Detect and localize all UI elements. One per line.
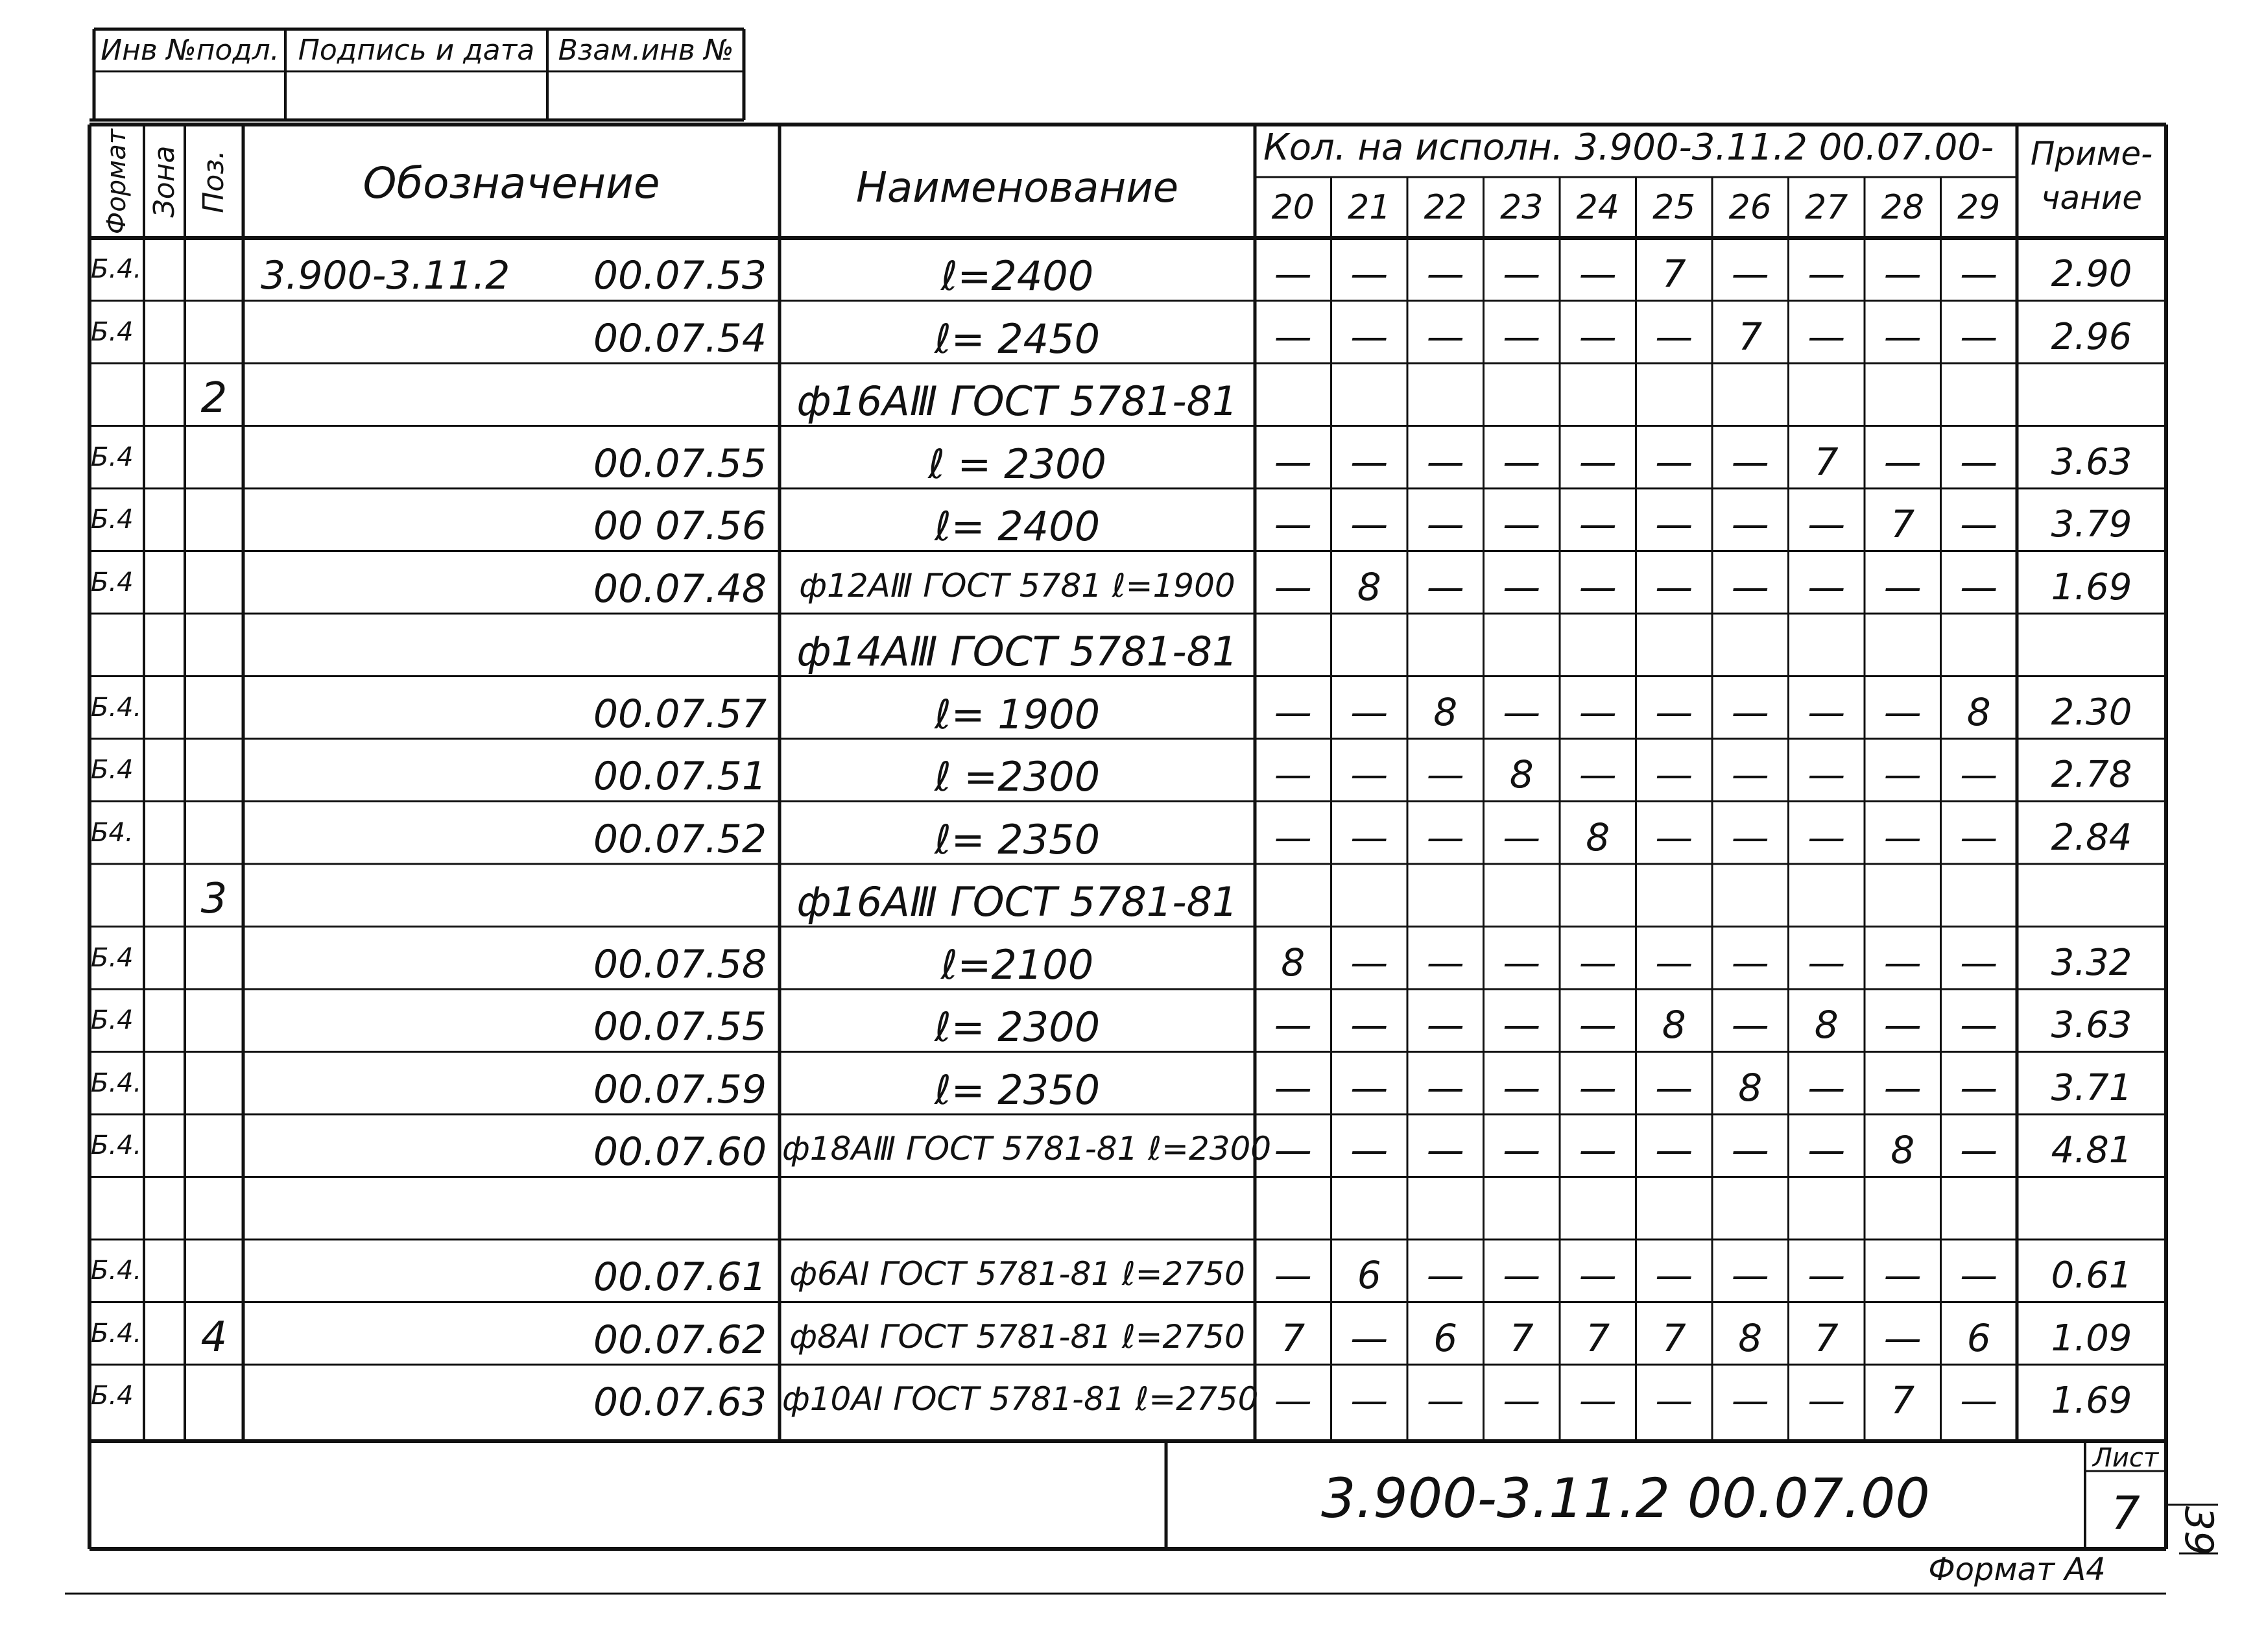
header-variant-21: 21	[1348, 188, 1391, 227]
row-quantity-26: —	[1731, 752, 1769, 796]
row-quantity-20: —	[1274, 1065, 1312, 1110]
row-format: Б.4.	[91, 1256, 142, 1286]
row-quantity-22: —	[1426, 439, 1464, 484]
row-naimenovanie: ф18АⅢ ГОСТ 5781-81 ℓ=2300	[782, 1130, 1272, 1167]
row-quantity-24: 7	[1586, 1315, 1610, 1360]
row-quantity-24: —	[1579, 689, 1617, 734]
row-primechanie: 1.69	[2051, 1380, 2132, 1422]
row-quantity-22: —	[1426, 252, 1464, 296]
row-naimenovanie: ф10АI ГОСТ 5781-81 ℓ=2750	[782, 1380, 1259, 1418]
row-quantity-27: —	[1807, 1253, 1846, 1297]
row-quantity-28: —	[1883, 1003, 1922, 1047]
row-quantity-20: —	[1274, 439, 1312, 484]
row-quantity-27: —	[1807, 314, 1846, 359]
row-naimenovanie: ф8АI ГОСТ 5781-81 ℓ=2750	[789, 1317, 1245, 1356]
header-zona-label: Зона	[148, 145, 181, 218]
row-naimenovanie: ф6АI ГОСТ 5781-81 ℓ=2750	[789, 1255, 1245, 1293]
row-quantity-24: —	[1579, 314, 1617, 359]
row-quantity-20: —	[1274, 252, 1312, 296]
row-quantity-23: —	[1503, 439, 1541, 484]
row-quantity-27: —	[1807, 502, 1846, 546]
row-primechanie: 3.63	[2051, 440, 2132, 483]
row-oboznachenie: 00.07.58	[593, 941, 767, 987]
row-format: Б.4.	[91, 1131, 142, 1160]
row-format: Б.4.	[91, 1068, 142, 1098]
row-quantity-22: —	[1426, 502, 1464, 546]
row-quantity-27: —	[1807, 564, 1846, 609]
row-quantity-20: —	[1274, 815, 1312, 859]
row-oboznachenie: 00.07.48	[593, 566, 767, 612]
row-quantity-22: 8	[1433, 689, 1458, 734]
row-quantity-29: —	[1960, 1253, 1998, 1297]
row-primechanie: 3.71	[2051, 1066, 2132, 1109]
row-quantity-20: —	[1274, 752, 1312, 796]
row-naimenovanie: ℓ=2400	[940, 252, 1094, 300]
row-quantity-22: 6	[1433, 1315, 1458, 1360]
row-quantity-23: —	[1503, 940, 1541, 985]
row-quantity-27: —	[1807, 815, 1846, 859]
row-quantity-24: —	[1579, 564, 1617, 609]
row-naimenovanie: ℓ= 1900	[934, 690, 1101, 738]
row-quantity-24: 8	[1586, 815, 1610, 859]
row-naimenovanie: ℓ =2300	[934, 753, 1101, 800]
footer-format-label: Формат А4	[1928, 1551, 2106, 1588]
row-oboznachenie: 00.07.59	[593, 1066, 767, 1112]
row-primechanie: 1.09	[2051, 1317, 2132, 1359]
row-oboznachenie: 00.07.54	[593, 315, 767, 361]
row-quantity-29: —	[1960, 1378, 1998, 1422]
row-quantity-21: —	[1350, 752, 1389, 796]
header-variant-22: 22	[1424, 188, 1467, 227]
row-quantity-21: —	[1350, 1315, 1389, 1360]
row-quantity-21: —	[1350, 815, 1389, 859]
header-variant-24: 24	[1576, 188, 1619, 227]
row-poz: 2	[200, 374, 228, 422]
row-quantity-29: 6	[1966, 1315, 1991, 1360]
row-naimenovanie: ф16АⅢ ГОСТ 5781-81	[796, 878, 1238, 926]
row-quantity-20: 8	[1281, 940, 1306, 985]
row-quantity-26: 7	[1738, 314, 1763, 359]
row-format: Б.4	[91, 567, 134, 597]
row-format: Б.4	[91, 505, 134, 534]
row-quantity-21: 6	[1357, 1253, 1381, 1297]
row-oboznachenie: 00.07.51	[593, 754, 767, 799]
row-quantity-22: —	[1426, 752, 1464, 796]
row-naimenovanie: ℓ = 2300	[928, 440, 1106, 488]
row-format: Б.4.	[91, 692, 142, 723]
row-quantity-25: —	[1655, 689, 1693, 734]
row-quantity-28: —	[1883, 1315, 1922, 1360]
row-quantity-26: —	[1731, 439, 1769, 484]
row-quantity-26: 8	[1738, 1065, 1763, 1110]
row-quantity-28: —	[1883, 564, 1922, 609]
row-quantity-25: —	[1655, 1253, 1693, 1297]
row-quantity-29: 8	[1966, 689, 1991, 734]
row-quantity-23: —	[1503, 564, 1541, 609]
row-naimenovanie: ф12АⅢ ГОСТ 5781 ℓ=1900	[799, 566, 1235, 605]
row-quantity-28: 7	[1890, 502, 1915, 546]
row-quantity-27: —	[1807, 252, 1846, 296]
side-sheet-number: 39	[2176, 1505, 2221, 1556]
row-quantity-28: —	[1883, 815, 1922, 859]
header-variant-26: 26	[1728, 188, 1772, 227]
row-quantity-23: —	[1503, 314, 1541, 359]
row-quantity-23: —	[1503, 252, 1541, 296]
row-quantity-21: 8	[1357, 564, 1381, 609]
row-quantity-26: —	[1731, 502, 1769, 546]
row-format: Б.4	[91, 942, 134, 973]
row-quantity-29: —	[1960, 815, 1998, 859]
row-primechanie: 2.78	[2051, 754, 2132, 796]
stamp-vzam-inv-label: Взам.инв №	[558, 34, 734, 67]
row-primechanie: 3.32	[2051, 941, 2132, 984]
row-format: Б.4	[91, 755, 134, 785]
row-quantity-25: —	[1655, 940, 1693, 985]
row-naimenovanie: ℓ= 2400	[934, 503, 1101, 550]
header-kol-title: Кол. на исполн. 3.900-3.11.2 00.07.00-	[1263, 126, 1994, 169]
row-poz: 4	[200, 1313, 228, 1361]
header-variant-25: 25	[1652, 188, 1696, 227]
row-naimenovanie: ℓ= 2350	[934, 1066, 1101, 1114]
row-quantity-21: —	[1350, 502, 1389, 546]
row-quantity-21: —	[1350, 252, 1389, 296]
row-quantity-23: —	[1503, 1128, 1541, 1172]
row-quantity-27: —	[1807, 1378, 1846, 1422]
row-quantity-22: —	[1426, 815, 1464, 859]
row-oboznachenie: 00.07.60	[593, 1129, 767, 1175]
footer-list-number: 7	[2111, 1487, 2140, 1540]
row-quantity-20: —	[1274, 564, 1312, 609]
row-quantity-26: 8	[1738, 1315, 1763, 1360]
row-quantity-27: —	[1807, 689, 1846, 734]
row-quantity-25: —	[1655, 314, 1693, 359]
row-quantity-21: —	[1350, 689, 1389, 734]
row-naimenovanie: ℓ= 2450	[934, 315, 1101, 363]
row-quantity-26: —	[1731, 1253, 1769, 1297]
row-quantity-24: —	[1579, 752, 1617, 796]
row-naimenovanie: ф16АⅢ ГОСТ 5781-81	[796, 377, 1238, 425]
row-quantity-29: —	[1960, 502, 1998, 546]
row-oboznachenie: 00 07.56	[593, 503, 767, 549]
row-primechanie: 2.96	[2051, 315, 2132, 358]
row-quantity-24: —	[1579, 252, 1617, 296]
row-quantity-29: —	[1960, 940, 1998, 985]
row-quantity-22: —	[1426, 1253, 1464, 1297]
row-quantity-29: —	[1960, 1003, 1998, 1047]
row-quantity-23: —	[1503, 815, 1541, 859]
row-quantity-20: —	[1274, 689, 1312, 734]
row-quantity-20: —	[1274, 502, 1312, 546]
row-quantity-23: 8	[1509, 752, 1534, 796]
row-format: Б4.	[91, 817, 134, 848]
row-quantity-29: —	[1960, 1065, 1998, 1110]
row-quantity-26: —	[1731, 1378, 1769, 1422]
row-quantity-26: —	[1731, 815, 1769, 859]
row-quantity-28: —	[1883, 1065, 1922, 1110]
row-quantity-25: —	[1655, 564, 1693, 609]
row-quantity-26: —	[1731, 940, 1769, 985]
stamp-podpis-data-label: Подпись и дата	[298, 34, 535, 67]
row-quantity-25: —	[1655, 1065, 1693, 1110]
row-quantity-28: —	[1883, 314, 1922, 359]
row-quantity-26: —	[1731, 1003, 1769, 1047]
row-quantity-21: —	[1350, 314, 1389, 359]
row-quantity-29: —	[1960, 1128, 1998, 1172]
row-naimenovanie: ℓ= 2350	[934, 815, 1101, 863]
row-naimenovanie: ℓ= 2300	[934, 1003, 1101, 1051]
row-quantity-29: —	[1960, 564, 1998, 609]
row-quantity-25: —	[1655, 502, 1693, 546]
row-quantity-22: —	[1426, 314, 1464, 359]
header-naimenovanie-label: Наименование	[855, 164, 1179, 212]
row-quantity-28: 7	[1890, 1378, 1915, 1422]
row-quantity-27: 7	[1814, 1315, 1839, 1360]
row-quantity-24: —	[1579, 439, 1617, 484]
footer-designation: 3.900-3.11.2 00.07.00	[1321, 1466, 1930, 1530]
row-format: Б.4.	[91, 1318, 142, 1348]
row-quantity-28: —	[1883, 689, 1922, 734]
row-quantity-28: —	[1883, 940, 1922, 985]
row-quantity-21: —	[1350, 1128, 1389, 1172]
row-quantity-29: —	[1960, 252, 1998, 296]
row-quantity-29: —	[1960, 314, 1998, 359]
row-quantity-25: —	[1655, 1128, 1693, 1172]
row-quantity-22: —	[1426, 564, 1464, 609]
row-quantity-23: —	[1503, 1003, 1541, 1047]
row-quantity-27: 8	[1814, 1003, 1839, 1047]
row-oboznachenie: 00.07.63	[593, 1380, 767, 1425]
row-primechanie: 2.84	[2051, 816, 2132, 859]
row-quantity-22: —	[1426, 1065, 1464, 1110]
row-quantity-25: 7	[1662, 252, 1686, 296]
row-quantity-27: 7	[1814, 439, 1839, 484]
row-quantity-23: —	[1503, 502, 1541, 546]
row-primechanie: 1.69	[2051, 566, 2132, 608]
row-quantity-22: —	[1426, 940, 1464, 985]
row-quantity-21: —	[1350, 1003, 1389, 1047]
row-quantity-25: 7	[1662, 1315, 1686, 1360]
row-primechanie: 3.63	[2051, 1004, 2132, 1046]
row-quantity-23: —	[1503, 689, 1541, 734]
row-quantity-28: —	[1883, 439, 1922, 484]
row-format: Б.4	[91, 1381, 134, 1411]
header-oboznachenie-label: Обозначение	[363, 158, 660, 208]
row-quantity-21: —	[1350, 1065, 1389, 1110]
row-naimenovanie: ℓ=2100	[940, 940, 1094, 988]
row-quantity-27: —	[1807, 752, 1846, 796]
row-primechanie: 3.79	[2051, 503, 2132, 545]
row-quantity-28: —	[1883, 1253, 1922, 1297]
row-quantity-25: —	[1655, 439, 1693, 484]
row-primechanie: 0.61	[2051, 1254, 2132, 1297]
row-quantity-23: 7	[1509, 1315, 1534, 1360]
row-quantity-27: —	[1807, 940, 1846, 985]
row-quantity-20: —	[1274, 314, 1312, 359]
row-quantity-21: —	[1350, 439, 1389, 484]
row-naimenovanie: ф14АⅢ ГОСТ 5781-81	[796, 628, 1238, 675]
row-quantity-25: —	[1655, 1378, 1693, 1422]
row-poz: 3	[200, 875, 228, 923]
row-quantity-24: —	[1579, 502, 1617, 546]
row-quantity-21: —	[1350, 1378, 1389, 1422]
header-primechanie-line1: Приме-	[2030, 135, 2153, 173]
row-quantity-23: —	[1503, 1253, 1541, 1297]
row-oboznachenie: 00.07.57	[593, 691, 767, 737]
row-quantity-20: —	[1274, 1253, 1312, 1297]
row-oboznachenie: 00.07.55	[593, 1004, 767, 1049]
row-format: Б.4	[91, 317, 134, 347]
row-primechanie: 4.81	[2051, 1129, 2132, 1171]
header-variant-20: 20	[1271, 188, 1315, 227]
row-quantity-26: —	[1731, 252, 1769, 296]
header-variant-23: 23	[1500, 188, 1544, 227]
header-variant-27: 27	[1805, 188, 1848, 227]
row-oboz-prefix: 3.900-3.11.2	[261, 253, 510, 298]
row-quantity-29: —	[1960, 439, 1998, 484]
row-oboznachenie: 00.07.53	[593, 253, 767, 298]
row-format: Б.4.	[91, 254, 142, 284]
row-quantity-28: —	[1883, 752, 1922, 796]
header-variant-29: 29	[1957, 188, 2001, 227]
row-quantity-23: —	[1503, 1378, 1541, 1422]
row-primechanie: 2.90	[2051, 253, 2132, 295]
row-quantity-27: —	[1807, 1065, 1846, 1110]
row-quantity-22: —	[1426, 1128, 1464, 1172]
row-quantity-26: —	[1731, 689, 1769, 734]
row-quantity-29: —	[1960, 752, 1998, 796]
header-format-label: Формат	[102, 128, 132, 235]
row-quantity-24: —	[1579, 1003, 1617, 1047]
row-quantity-22: —	[1426, 1378, 1464, 1422]
row-quantity-24: —	[1579, 940, 1617, 985]
row-quantity-25: 8	[1662, 1003, 1686, 1047]
row-quantity-20: —	[1274, 1003, 1312, 1047]
row-format: Б.4	[91, 442, 134, 472]
row-quantity-25: —	[1655, 815, 1693, 859]
row-format: Б.4	[91, 1005, 134, 1035]
row-quantity-20: —	[1274, 1128, 1312, 1172]
row-quantity-26: —	[1731, 1128, 1769, 1172]
row-quantity-26: —	[1731, 564, 1769, 609]
row-primechanie: 2.30	[2051, 691, 2132, 734]
row-quantity-20: —	[1274, 1378, 1312, 1422]
row-quantity-24: —	[1579, 1065, 1617, 1110]
header-primechanie-line2: чание	[2040, 179, 2143, 217]
row-quantity-22: —	[1426, 1003, 1464, 1047]
row-quantity-24: —	[1579, 1128, 1617, 1172]
row-quantity-27: —	[1807, 1128, 1846, 1172]
header-poz-label: Поз.	[197, 150, 230, 213]
row-quantity-28: —	[1883, 252, 1922, 296]
row-quantity-21: —	[1350, 940, 1389, 985]
row-oboznachenie: 00.07.55	[593, 440, 767, 486]
row-oboznachenie: 00.07.62	[593, 1317, 767, 1363]
footer-list-label: Лист	[2092, 1443, 2159, 1473]
row-quantity-28: 8	[1890, 1128, 1915, 1172]
row-quantity-24: —	[1579, 1253, 1617, 1297]
header-variant-28: 28	[1881, 188, 1924, 227]
row-oboznachenie: 00.07.52	[593, 816, 767, 862]
stamp-inv-podl-label: Инв №подл.	[101, 34, 280, 67]
row-quantity-20: 7	[1281, 1315, 1306, 1360]
row-quantity-25: —	[1655, 752, 1693, 796]
row-quantity-24: —	[1579, 1378, 1617, 1422]
row-oboznachenie: 00.07.61	[593, 1254, 767, 1300]
row-quantity-23: —	[1503, 1065, 1541, 1110]
